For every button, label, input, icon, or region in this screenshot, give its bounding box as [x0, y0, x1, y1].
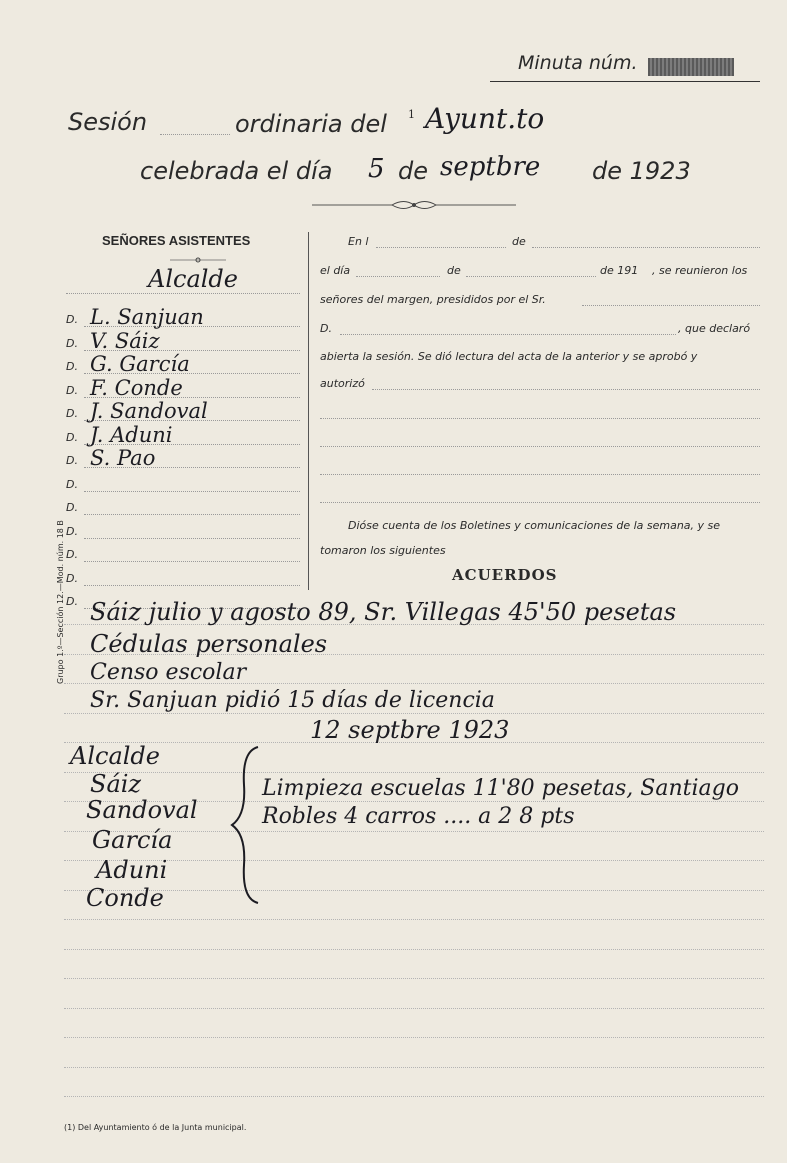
asistente-prefix: D. [66, 477, 78, 491]
acuerdo-line-2: Cédulas personales [90, 630, 328, 658]
year-label: de 1923 [592, 157, 691, 185]
en-label: En l [348, 235, 369, 248]
asistente-prefix: D. [66, 313, 78, 326]
right-note-1: Limpieza escuelas 11'80 pesetas, Santiago [262, 776, 739, 801]
acuerdo-date: 12 septbre 1923 [310, 716, 510, 744]
blank-line-2 [320, 446, 760, 447]
acuerdo-line-4: Sr. Sanjuan pidió 15 días de licencia [90, 688, 495, 713]
handwritten-name: Aduni [96, 856, 168, 884]
ruled-line [64, 978, 764, 979]
d-dotline [340, 334, 676, 335]
diose-line-1: Dióse cuenta de los Boletines y comunicaciones de la semana, y se [348, 519, 721, 532]
handwritten-name: Conde [86, 884, 164, 912]
reunieron-label: , se reunieron los [652, 264, 748, 277]
asistente-prefix: D. [66, 524, 78, 538]
de-label: de [398, 157, 428, 185]
asistente-name: V. Sáiz [90, 328, 160, 353]
ordinaria-label: ordinaria del [235, 110, 387, 138]
en-dotline [376, 247, 506, 248]
superscript-mark: 1 [408, 108, 415, 121]
autorizo-label: autorizó [320, 377, 365, 390]
acuerdos-heading: ACUERDOS [452, 566, 558, 584]
asistente-prefix: D. [66, 430, 78, 444]
blank-line-3 [320, 474, 760, 475]
blank-line-1 [320, 418, 760, 419]
sesion-label: Sesión [68, 108, 148, 136]
day-fill: 5 [368, 154, 385, 184]
ruled-line [64, 949, 764, 950]
ruled-line [64, 772, 764, 773]
ruled-line [64, 1008, 764, 1009]
senores-line: señores del margen, presididos por el Sr. [320, 293, 546, 306]
asistente-name: S. Pao [90, 446, 156, 470]
form-side-note: Grupo 1.º—Sección 12.—Mod. núm. 18 B [56, 520, 65, 684]
asistente-name: J. Sandoval [90, 399, 208, 423]
de-dotline-2 [466, 276, 596, 277]
handwritten-name: Sandoval [86, 796, 198, 824]
ornament-divider [312, 198, 516, 212]
de191-label: de 191 [600, 264, 639, 277]
asistente-dotline [84, 514, 300, 515]
asistente-prefix: D. [66, 454, 78, 467]
ruled-line [64, 713, 764, 714]
asistente-prefix: D. [66, 501, 78, 514]
curly-brace [222, 745, 262, 905]
diose-line-2: tomaron los siguientes [320, 544, 446, 557]
asistente-prefix: D. [66, 383, 78, 397]
asistente-prefix: D. [66, 571, 78, 585]
senores-dotline [582, 305, 760, 306]
month-fill: septbre [440, 152, 541, 182]
asistente-prefix: D. [66, 336, 78, 350]
asistente-prefix: D. [66, 548, 78, 561]
minuta-number-redacted [648, 58, 734, 76]
ruled-line [64, 1096, 764, 1097]
blank-line-4 [320, 502, 760, 503]
ayuntamiento-fill: Ayunt.to [425, 102, 545, 135]
acuerdo-line-1: Sáiz julio y agosto 89, Sr. Villegas 45'50 pesetas [90, 598, 677, 626]
de-dotline-1 [532, 247, 760, 248]
asistente-dotline [84, 538, 300, 539]
celebrada-label: celebrada el día [140, 157, 333, 185]
d-label: D. [320, 322, 332, 335]
el-dia-label: el día [320, 264, 351, 277]
heading-ornament [170, 256, 226, 264]
handwritten-name: Alcalde [70, 742, 160, 770]
alcalde-fill: Alcalde [148, 265, 238, 293]
de-label-1: de [512, 235, 526, 248]
asistente-name: L. Sanjuan [90, 305, 204, 329]
right-note-2: Robles 4 carros .... a 2 8 pts [262, 804, 575, 829]
asistente-dotline [84, 585, 300, 586]
alcalde-dotline [66, 293, 300, 294]
ruled-line [64, 919, 764, 920]
asistentes-heading: SEÑORES ASISTENTES [102, 233, 251, 248]
asistente-prefix: D. [66, 407, 78, 420]
abierta-line: abierta la sesión. Se dió lectura del acta de la anterior y se aprobó y [320, 350, 698, 363]
asistente-prefix: D. [66, 595, 78, 608]
autorizo-dotline [372, 389, 760, 390]
footnote: (1) Del Ayuntamiento ó de la Junta municipal. [64, 1123, 247, 1132]
asistente-dotline [84, 491, 300, 492]
ruled-line [64, 1067, 764, 1068]
ruled-line [64, 1037, 764, 1038]
ruled-line [64, 890, 764, 891]
handwritten-name: Sáiz [90, 770, 142, 798]
asistente-dotline [84, 561, 300, 562]
acuerdo-line-3: Censo escolar [90, 660, 247, 685]
sesion-dotline [160, 134, 230, 135]
asistente-name: J. Aduni [90, 422, 173, 447]
minuta-underline [490, 81, 760, 82]
el-dia-dotline [356, 276, 440, 277]
column-divider [308, 232, 309, 590]
de-label-2: de [447, 264, 461, 277]
asistente-prefix: D. [66, 360, 78, 373]
ruled-line [64, 860, 764, 861]
que-declaro-label: , que declaró [678, 322, 751, 335]
minuta-label: Minuta núm. [518, 52, 638, 74]
asistente-name: G. García [90, 352, 190, 376]
asistente-name: F. Conde [90, 375, 183, 400]
handwritten-name: García [92, 826, 173, 854]
